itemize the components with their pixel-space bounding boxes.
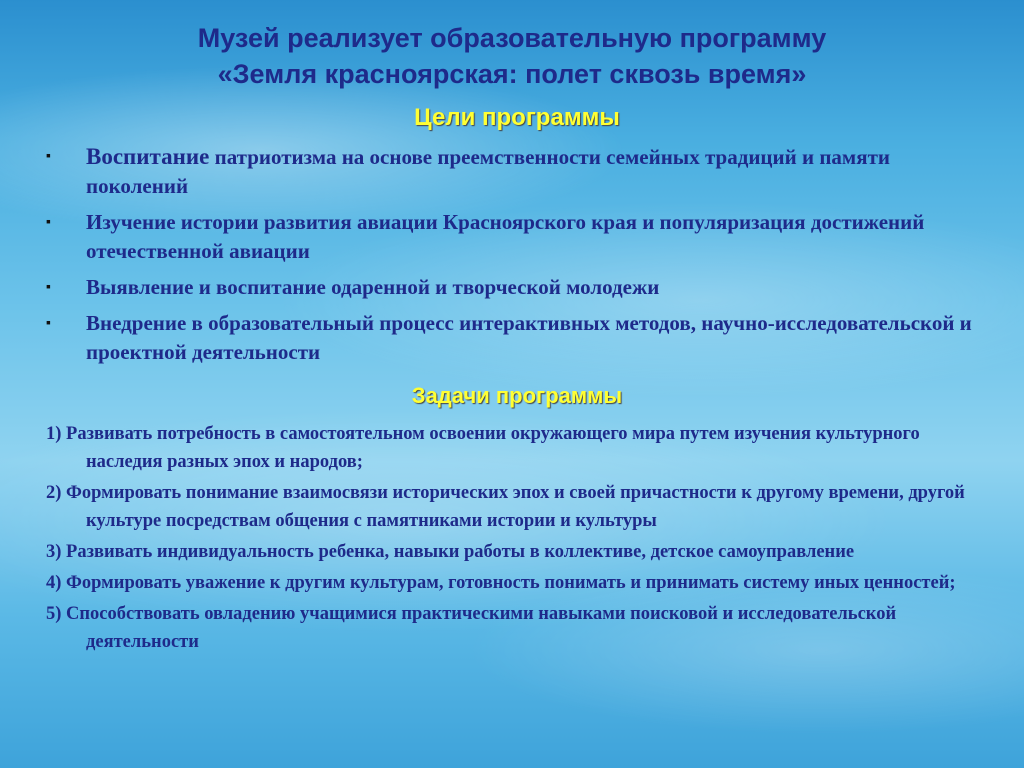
- task-item: 3) Развивать индивидуальность ребенка, навыки работы в коллективе, детское самоуправление: [46, 542, 855, 562]
- goal-text: Выявление и воспитание одаренной и творческой молодежи: [86, 275, 660, 299]
- square-bullet-icon: ▪: [46, 149, 51, 164]
- goal-text: Изучение истории развития авиации Красноярского края и популяризация достижений отечественной авиации: [86, 210, 925, 263]
- goal-item: [46, 273, 986, 302]
- slide-title-line-1: Музей реализует образовательную программу: [197, 23, 827, 53]
- goals-list: [46, 142, 986, 374]
- goal-item: [46, 208, 986, 266]
- goal-item: [46, 142, 986, 201]
- task-item: 1) Развивать потребность в самостоятельном освоении окружающего мира путем изучения культурного наследия разных эпох и народов;: [46, 424, 920, 472]
- goal-item: [46, 309, 986, 367]
- tasks-list: [46, 420, 976, 659]
- slide-title-line-2: «Земля красноярская: полет сквозь время»: [217, 59, 807, 89]
- goal-lead-word: Воспитание: [86, 144, 210, 169]
- tasks-heading: Задачи программы: [411, 383, 623, 408]
- goal-text: Внедрение в образовательный процесс интерактивных методов, научно-исследовательской и проектной деятельности: [86, 311, 972, 364]
- goal-text: патриотизма на основе преемственности семейных традиций и памяти поколений: [86, 145, 890, 198]
- square-bullet-icon: ▪: [46, 316, 51, 331]
- task-item: 2) Формировать понимание взаимосвязи исторических эпох и своей причастности к другому времени, другой культуре посредствам общения с памятниками истории и культуры: [46, 483, 965, 531]
- task-item: 5) Способствовать овладению учащимися практическими навыками поисковой и исследовательской деятельности: [46, 604, 897, 652]
- square-bullet-icon: ▪: [46, 215, 51, 230]
- goals-heading: Цели программы: [414, 104, 620, 131]
- square-bullet-icon: ▪: [46, 280, 51, 295]
- task-item: 4) Формировать уважение к другим культурам, готовность понимать и принимать систему иных ценностей;: [46, 573, 956, 593]
